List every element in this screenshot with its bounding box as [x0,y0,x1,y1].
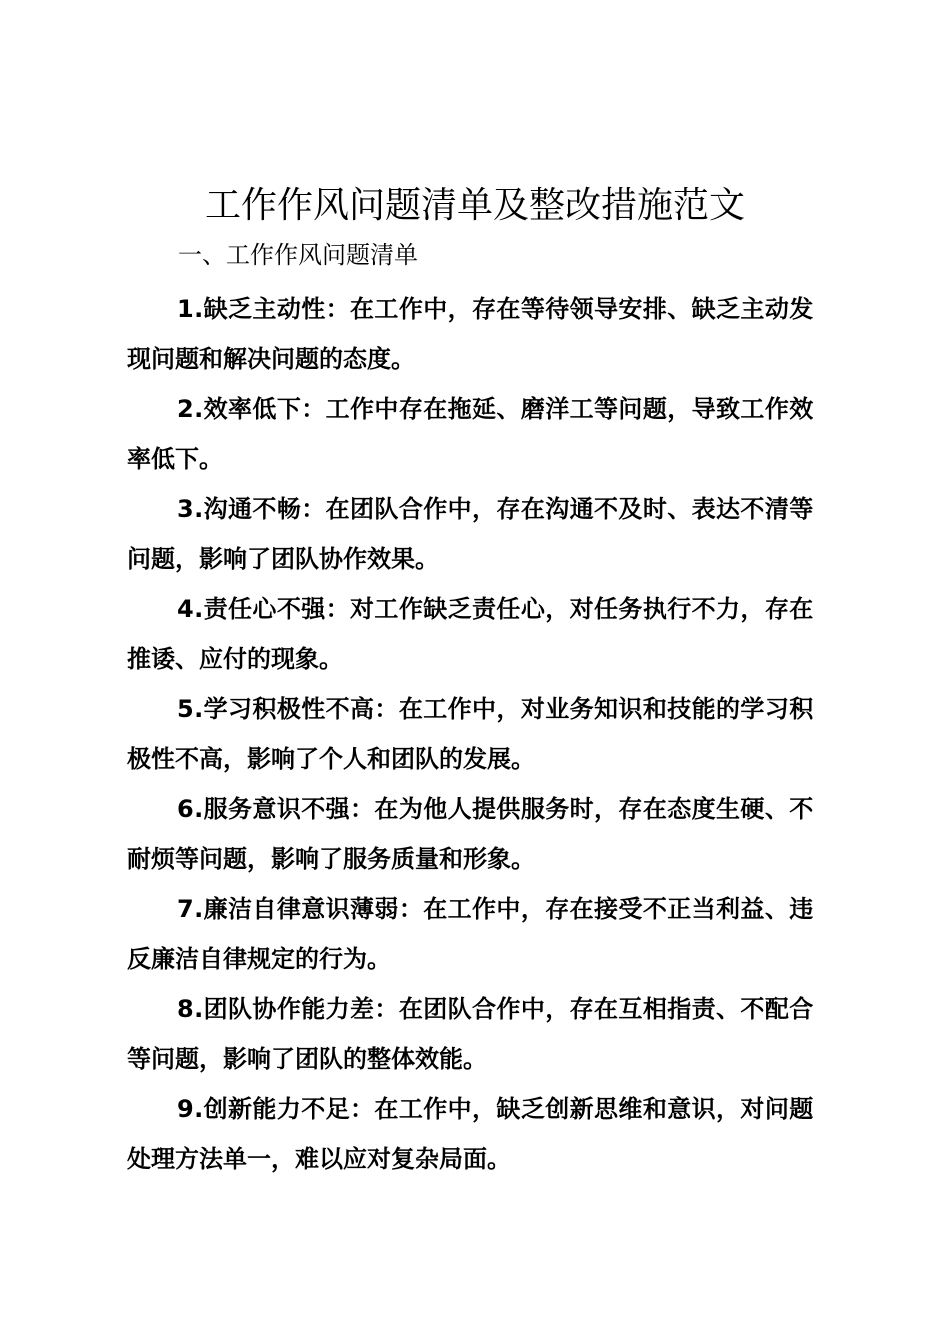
list-item [127,684,832,784]
list-item-line: 7.廉洁自律意识薄弱：在工作中，存在接受不正当利益、违 [177,895,814,923]
problem-list [127,284,832,1184]
section-heading: 一、工作作风问题清单 [178,241,418,269]
list-item-line: 耐烦等问题，影响了服务质量和形象。 [127,845,535,873]
list-item [127,284,832,384]
list-item-line: 6.服务意识不强：在为他人提供服务时，存在态度生硬、不 [177,795,814,823]
list-item-line: 极性不高，影响了个人和团队的发展。 [127,745,535,773]
list-item-line: 等问题，影响了团队的整体效能。 [127,1045,487,1073]
list-item [127,584,832,684]
list-item [127,1084,832,1184]
list-item-line: 现问题和解决问题的态度。 [127,345,415,373]
document-title: 工作作风问题清单及整改措施范文 [204,185,745,226]
list-item-line: 反廉洁自律规定的行为。 [127,945,391,973]
list-item [127,484,832,584]
list-item-line: 9.创新能力不足：在工作中，缺乏创新思维和意识，对问题 [177,1095,814,1123]
list-item-line: 8.团队协作能力差：在团队合作中，存在互相指责、不配合 [177,995,814,1023]
list-item [127,984,832,1084]
list-item-line: 2.效率低下：工作中存在拖延、磨洋工等问题，导致工作效 [177,395,814,423]
list-item-line: 问题，影响了团队协作效果。 [127,545,439,573]
list-item-line: 5.学习积极性不高：在工作中，对业务知识和技能的学习积 [177,695,814,723]
list-item-line: 4.责任心不强：对工作缺乏责任心，对任务执行不力，存在 [177,595,814,623]
list-item [127,884,832,984]
list-item-line: 3.沟通不畅：在团队合作中，存在沟通不及时、表达不清等 [177,495,814,523]
list-item-line: 处理方法单一，难以应对复杂局面。 [127,1145,511,1173]
list-item-line: 推诿、应付的现象。 [127,645,343,673]
list-item [127,784,832,884]
list-item [127,384,832,484]
list-item-line: 率低下。 [127,445,223,473]
list-item-line: 1.缺乏主动性：在工作中，存在等待领导安排、缺乏主动发 [177,295,814,323]
